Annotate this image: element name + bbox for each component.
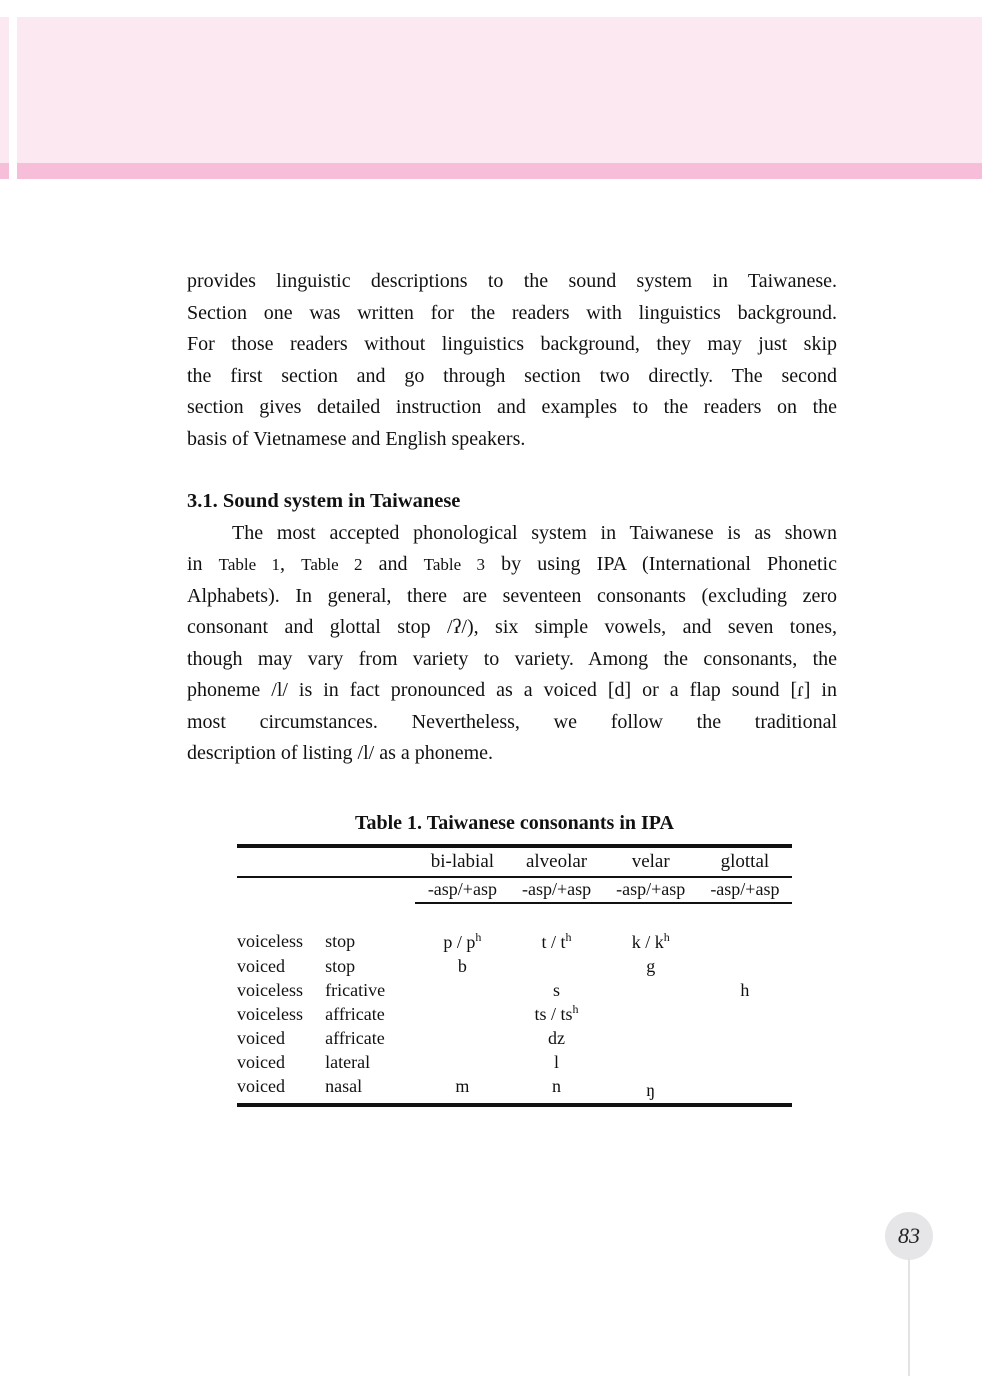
ipa-cell: m [415, 1074, 509, 1105]
asp-header-cell: -asp/+asp [698, 877, 792, 903]
text-line: the first section and go through section two directly. The second [187, 364, 837, 387]
place-header-velar: velar [604, 846, 698, 877]
ipa-cell [604, 978, 698, 1002]
section-heading: 3.1. Sound system in Taiwanese [187, 490, 461, 512]
text-line: Alphabets). In general, there are seventeen consonants (excluding zero [187, 584, 837, 607]
ipa-cell [415, 1026, 509, 1050]
table-row [237, 978, 792, 1002]
manner-cell: fricative [325, 979, 386, 1000]
ipa-cell [604, 1050, 698, 1074]
table-row [237, 1026, 792, 1050]
text-line: phoneme /l/ is in fact pronounced as a voiced [d] or a flap sound [ɾ] in [187, 679, 837, 701]
ipa-cell [509, 954, 603, 978]
ipa-cell: n [509, 1074, 603, 1105]
ipa-cell: l [554, 1051, 560, 1072]
table-caption: Table 1. Taiwanese consonants in IPA [355, 811, 674, 834]
ipa-cell: k / $k^h$ [631, 929, 670, 952]
manner-cell: affricate [325, 1003, 385, 1024]
voicing-cell: voiced [237, 1027, 285, 1048]
manner-cell: stop [325, 955, 356, 976]
text-line: though may vary from variety to variety. Among the consonants, the [187, 647, 837, 670]
ipa-cell [698, 1074, 792, 1105]
table-row [237, 1050, 792, 1074]
text-line: basis of Vietnamese and English speakers. [187, 427, 526, 450]
text-line: Section one was written for the readers with linguistics background. [187, 301, 837, 324]
ipa-cell [415, 1002, 509, 1026]
consonant-table [237, 844, 792, 1107]
ipa-cell: s [553, 979, 561, 1000]
aspiration-header-row [237, 877, 792, 903]
voicing-cell: voiced [237, 1074, 325, 1105]
table-row [237, 1074, 792, 1105]
text-line: consonant and glottal stop /ʔ/), six simple vowels, and seven tones, [187, 616, 837, 638]
page-number: 83 [898, 1223, 920, 1248]
text-line: description of listing /l/ as a phoneme. [187, 742, 494, 764]
asp-header-cell: -asp/+asp [509, 877, 603, 903]
sound-system-paragraph [187, 518, 837, 770]
table-row [237, 903, 792, 954]
text-line: provides linguistic descriptions to the sound system in Taiwanese. [187, 270, 837, 292]
ipa-cell: g [646, 955, 656, 976]
text-line: in Table 1, Table 2 and Table 3 by using IPA (International Phonetic [187, 553, 837, 575]
empty-header-cell [237, 877, 325, 903]
table-row [237, 1002, 792, 1026]
table-row [237, 954, 792, 978]
ipa-cell [604, 1002, 698, 1026]
header-band-left-sliver-accent [0, 163, 9, 179]
ipa-cell: t / $t^h$ [541, 929, 572, 952]
text-line: The most accepted phonological system in Taiwanese is as shown [232, 521, 837, 544]
voicing-cell: voiceless [237, 931, 303, 951]
header-band [17, 17, 982, 163]
consonant-table-wrapper [237, 844, 792, 1107]
ipa-cell [698, 954, 792, 978]
place-header-glottal: glottal [698, 846, 792, 877]
ipa-cell: p / $p^h$ [443, 929, 482, 952]
empty-header-cell [325, 877, 415, 903]
place-header-row [237, 846, 792, 877]
voicing-cell: voiced [237, 955, 285, 976]
place-header-alveolar: alveolar [509, 846, 603, 877]
empty-header-cell [237, 846, 325, 877]
ipa-cell [415, 1050, 509, 1074]
ipa-cell: ts / $ts^h$ [534, 1001, 579, 1024]
page-number-line [908, 1258, 910, 1376]
text-line: most circumstances. Nevertheless, we follow the traditional [187, 710, 837, 733]
voicing-cell: voiced [237, 1051, 285, 1072]
manner-cell: lateral [325, 1051, 371, 1072]
manner-cell: nasal [325, 1074, 415, 1105]
asp-header-cell: -asp/+asp [604, 877, 698, 903]
manner-cell: stop [325, 931, 356, 951]
empty-header-cell [325, 846, 415, 877]
ipa-cell: b [457, 955, 467, 976]
ipa-cell [698, 1050, 792, 1074]
page-number-badge [885, 1212, 933, 1260]
voicing-cell: voiceless [237, 1003, 303, 1024]
page-content [187, 266, 837, 1107]
header-band-accent-stripe [17, 163, 982, 179]
text-line: section gives detailed instruction and examples to the readers on the [187, 396, 837, 418]
text-line: For those readers without linguistics background, they may just skip [187, 333, 837, 355]
header-band-left-sliver [0, 17, 9, 163]
ipa-cell [415, 978, 509, 1002]
ipa-cell [698, 903, 792, 954]
ipa-cell: dz [548, 1027, 566, 1048]
asp-header-cell: -asp/+asp [415, 877, 509, 903]
ipa-cell [698, 1026, 792, 1050]
manner-cell: affricate [325, 1027, 385, 1048]
ipa-cell [604, 1026, 698, 1050]
consonant-table-body [237, 903, 792, 1105]
intro-paragraph [187, 266, 837, 455]
ipa-cell [698, 1002, 792, 1026]
place-header-bilabial: bi-labial [415, 846, 509, 877]
voicing-cell: voiceless [237, 979, 303, 1000]
ipa-cell: h [740, 979, 750, 1000]
ipa-cell: ŋ [604, 1074, 698, 1105]
